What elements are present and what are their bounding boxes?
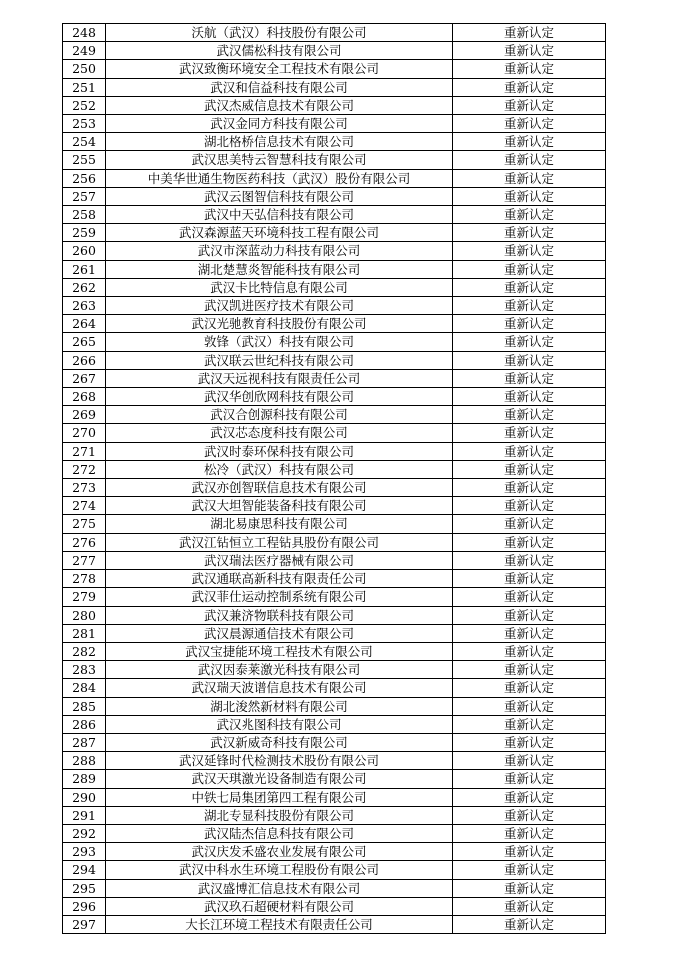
table-row [63, 242, 606, 260]
row-number-cell: 279 [63, 588, 106, 606]
table-row [63, 24, 606, 42]
company-name-cell: 武汉盛博汇信息技术有限公司 [106, 879, 453, 897]
row-number-cell: 280 [63, 606, 106, 624]
status-cell: 重新认定 [453, 242, 606, 260]
status-cell: 重新认定 [453, 661, 606, 679]
status-cell: 重新认定 [453, 915, 606, 933]
company-name-cell: 武汉时泰环保科技有限公司 [106, 442, 453, 460]
company-name-cell: 武汉因泰莱激光科技有限公司 [106, 661, 453, 679]
company-name-cell: 武汉宝捷能环境工程技术有限公司 [106, 642, 453, 660]
table-row [63, 606, 606, 624]
company-name-cell: 武汉瑞法医疗器械有限公司 [106, 551, 453, 569]
status-cell: 重新认定 [453, 752, 606, 770]
company-name-cell: 大长江环境工程技术有限责任公司 [106, 915, 453, 933]
row-number-cell: 250 [63, 60, 106, 78]
table-row [63, 315, 606, 333]
status-cell: 重新认定 [453, 424, 606, 442]
status-cell: 重新认定 [453, 715, 606, 733]
status-cell: 重新认定 [453, 533, 606, 551]
table-row [63, 42, 606, 60]
company-name-cell: 武汉瑞天波谱信息技术有限公司 [106, 679, 453, 697]
row-number-cell: 277 [63, 551, 106, 569]
company-name-cell: 武汉思美特云智慧科技有限公司 [106, 151, 453, 169]
row-number-cell: 278 [63, 570, 106, 588]
row-number-cell: 264 [63, 315, 106, 333]
table-row [63, 187, 606, 205]
company-name-cell: 武汉市深蓝动力科技有限公司 [106, 242, 453, 260]
company-name-cell: 武汉芯态度科技有限公司 [106, 424, 453, 442]
row-number-cell: 263 [63, 297, 106, 315]
table-row [63, 115, 606, 133]
table-row [63, 806, 606, 824]
status-cell: 重新认定 [453, 206, 606, 224]
company-name-cell: 沃航（武汉）科技股份有限公司 [106, 24, 453, 42]
status-cell: 重新认定 [453, 770, 606, 788]
row-number-cell: 288 [63, 752, 106, 770]
row-number-cell: 249 [63, 42, 106, 60]
table-row [63, 679, 606, 697]
company-name-cell: 武汉致衡环境安全工程技术有限公司 [106, 60, 453, 78]
table-row [63, 278, 606, 296]
company-name-cell: 松冷（武汉）科技有限公司 [106, 460, 453, 478]
row-number-cell: 273 [63, 479, 106, 497]
status-cell: 重新认定 [453, 369, 606, 387]
status-cell: 重新认定 [453, 642, 606, 660]
company-name-cell: 湖北易康思科技有限公司 [106, 515, 453, 533]
company-name-cell: 武汉庆发禾盛农业发展有限公司 [106, 843, 453, 861]
row-number-cell: 283 [63, 661, 106, 679]
company-name-cell: 武汉金同方科技有限公司 [106, 115, 453, 133]
row-number-cell: 285 [63, 697, 106, 715]
row-number-cell: 254 [63, 133, 106, 151]
status-cell: 重新认定 [453, 224, 606, 242]
row-number-cell: 281 [63, 624, 106, 642]
status-cell: 重新认定 [453, 570, 606, 588]
table-row [63, 497, 606, 515]
table-row [63, 588, 606, 606]
row-number-cell: 248 [63, 24, 106, 42]
status-cell: 重新认定 [453, 497, 606, 515]
status-cell: 重新认定 [453, 406, 606, 424]
status-cell: 重新认定 [453, 96, 606, 114]
status-cell: 重新认定 [453, 824, 606, 842]
row-number-cell: 287 [63, 733, 106, 751]
row-number-cell: 295 [63, 879, 106, 897]
row-number-cell: 271 [63, 442, 106, 460]
row-number-cell: 290 [63, 788, 106, 806]
company-name-cell: 武汉合创源科技有限公司 [106, 406, 453, 424]
company-name-cell: 武汉杰威信息技术有限公司 [106, 96, 453, 114]
status-cell: 重新认定 [453, 861, 606, 879]
table-row [63, 297, 606, 315]
status-cell: 重新认定 [453, 78, 606, 96]
table-row [63, 824, 606, 842]
company-name-cell: 武汉中科水生环境工程股份有限公司 [106, 861, 453, 879]
row-number-cell: 286 [63, 715, 106, 733]
table-row [63, 369, 606, 387]
table-row [63, 624, 606, 642]
company-name-cell: 武汉玖石超硬材料有限公司 [106, 897, 453, 915]
row-number-cell: 294 [63, 861, 106, 879]
row-number-cell: 296 [63, 897, 106, 915]
table-row [63, 442, 606, 460]
row-number-cell: 270 [63, 424, 106, 442]
row-number-cell: 267 [63, 369, 106, 387]
company-name-cell: 中美华世通生物医药科技（武汉）股份有限公司 [106, 169, 453, 187]
company-name-cell: 武汉陆杰信息科技有限公司 [106, 824, 453, 842]
status-cell: 重新认定 [453, 697, 606, 715]
table-row [63, 333, 606, 351]
company-name-cell: 武汉凯进医疗技术有限公司 [106, 297, 453, 315]
row-number-cell: 276 [63, 533, 106, 551]
row-number-cell: 269 [63, 406, 106, 424]
status-cell: 重新认定 [453, 679, 606, 697]
company-name-cell: 武汉通联高新科技有限责任公司 [106, 570, 453, 588]
table-row [63, 260, 606, 278]
status-cell: 重新认定 [453, 42, 606, 60]
status-cell: 重新认定 [453, 115, 606, 133]
status-cell: 重新认定 [453, 297, 606, 315]
row-number-cell: 293 [63, 843, 106, 861]
row-number-cell: 252 [63, 96, 106, 114]
row-number-cell: 265 [63, 333, 106, 351]
status-cell: 重新认定 [453, 460, 606, 478]
company-name-cell: 湖北专显科技股份有限公司 [106, 806, 453, 824]
table-row [63, 570, 606, 588]
company-name-cell: 武汉亦创智联信息技术有限公司 [106, 479, 453, 497]
status-cell: 重新认定 [453, 806, 606, 824]
status-cell: 重新认定 [453, 843, 606, 861]
company-name-cell: 武汉天琪激光设备制造有限公司 [106, 770, 453, 788]
table-row [63, 460, 606, 478]
company-name-cell: 湖北浚然新材料有限公司 [106, 697, 453, 715]
table-row [63, 515, 606, 533]
row-number-cell: 266 [63, 351, 106, 369]
status-cell: 重新认定 [453, 515, 606, 533]
table-row [63, 661, 606, 679]
company-name-cell: 武汉晨源通信技术有限公司 [106, 624, 453, 642]
company-name-cell: 武汉卡比特信息有限公司 [106, 278, 453, 296]
table-row [63, 752, 606, 770]
table-row [63, 151, 606, 169]
status-cell: 重新认定 [453, 442, 606, 460]
status-cell: 重新认定 [453, 606, 606, 624]
table-row [63, 60, 606, 78]
table-row [63, 406, 606, 424]
status-cell: 重新认定 [453, 315, 606, 333]
row-number-cell: 272 [63, 460, 106, 478]
table-row [63, 897, 606, 915]
company-name-cell: 武汉兆图科技有限公司 [106, 715, 453, 733]
company-name-cell: 敦锋（武汉）科技有限公司 [106, 333, 453, 351]
company-name-cell: 武汉森源蓝天环境科技工程有限公司 [106, 224, 453, 242]
company-list-table [62, 23, 606, 934]
company-name-cell: 湖北格桥信息技术有限公司 [106, 133, 453, 151]
table-row [63, 479, 606, 497]
status-cell: 重新认定 [453, 351, 606, 369]
row-number-cell: 261 [63, 260, 106, 278]
status-cell: 重新认定 [453, 24, 606, 42]
table-row [63, 733, 606, 751]
table-row [63, 697, 606, 715]
table-row [63, 879, 606, 897]
row-number-cell: 291 [63, 806, 106, 824]
status-cell: 重新认定 [453, 624, 606, 642]
status-cell: 重新认定 [453, 479, 606, 497]
table-row [63, 642, 606, 660]
company-name-cell: 武汉大坦智能装备科技有限公司 [106, 497, 453, 515]
row-number-cell: 268 [63, 388, 106, 406]
status-cell: 重新认定 [453, 788, 606, 806]
table-row [63, 78, 606, 96]
table-row [63, 915, 606, 933]
company-name-cell: 武汉延锋时代检测技术股份有限公司 [106, 752, 453, 770]
company-name-cell: 武汉华创欣网科技有限公司 [106, 388, 453, 406]
company-name-cell: 武汉光驰教育科技股份有限公司 [106, 315, 453, 333]
status-cell: 重新认定 [453, 260, 606, 278]
table-row [63, 788, 606, 806]
status-cell: 重新认定 [453, 879, 606, 897]
company-name-cell: 武汉天远视科技有限责任公司 [106, 369, 453, 387]
status-cell: 重新认定 [453, 169, 606, 187]
row-number-cell: 256 [63, 169, 106, 187]
table-row [63, 351, 606, 369]
row-number-cell: 274 [63, 497, 106, 515]
status-cell: 重新认定 [453, 333, 606, 351]
row-number-cell: 258 [63, 206, 106, 224]
status-cell: 重新认定 [453, 588, 606, 606]
status-cell: 重新认定 [453, 133, 606, 151]
status-cell: 重新认定 [453, 60, 606, 78]
company-name-cell: 武汉中天弘信科技有限公司 [106, 206, 453, 224]
status-cell: 重新认定 [453, 151, 606, 169]
table-row [63, 424, 606, 442]
table-row [63, 861, 606, 879]
company-name-cell: 武汉云图智信科技有限公司 [106, 187, 453, 205]
table-row [63, 169, 606, 187]
company-name-cell: 中铁七局集团第四工程有限公司 [106, 788, 453, 806]
company-name-cell: 武汉联云世纪科技有限公司 [106, 351, 453, 369]
company-name-cell: 武汉和信益科技有限公司 [106, 78, 453, 96]
status-cell: 重新认定 [453, 551, 606, 569]
table-row [63, 224, 606, 242]
row-number-cell: 260 [63, 242, 106, 260]
table-row [63, 96, 606, 114]
table-row [63, 388, 606, 406]
row-number-cell: 289 [63, 770, 106, 788]
company-name-cell: 武汉江钻恒立工程钻具股份有限公司 [106, 533, 453, 551]
row-number-cell: 275 [63, 515, 106, 533]
row-number-cell: 257 [63, 187, 106, 205]
table-row [63, 133, 606, 151]
company-name-cell: 武汉儒松科技有限公司 [106, 42, 453, 60]
table-row [63, 843, 606, 861]
company-name-cell: 武汉菲仕运动控制系统有限公司 [106, 588, 453, 606]
row-number-cell: 297 [63, 915, 106, 933]
table-row [63, 206, 606, 224]
row-number-cell: 284 [63, 679, 106, 697]
status-cell: 重新认定 [453, 733, 606, 751]
table-row [63, 770, 606, 788]
company-name-cell: 武汉兼济物联科技有限公司 [106, 606, 453, 624]
status-cell: 重新认定 [453, 388, 606, 406]
row-number-cell: 282 [63, 642, 106, 660]
row-number-cell: 253 [63, 115, 106, 133]
table-row [63, 551, 606, 569]
row-number-cell: 262 [63, 278, 106, 296]
status-cell: 重新认定 [453, 278, 606, 296]
row-number-cell: 251 [63, 78, 106, 96]
company-name-cell: 武汉新威奇科技有限公司 [106, 733, 453, 751]
company-name-cell: 湖北楚慧炎智能科技有限公司 [106, 260, 453, 278]
table-body [63, 24, 606, 934]
table-row [63, 715, 606, 733]
status-cell: 重新认定 [453, 187, 606, 205]
row-number-cell: 292 [63, 824, 106, 842]
row-number-cell: 259 [63, 224, 106, 242]
status-cell: 重新认定 [453, 897, 606, 915]
row-number-cell: 255 [63, 151, 106, 169]
table-row [63, 533, 606, 551]
